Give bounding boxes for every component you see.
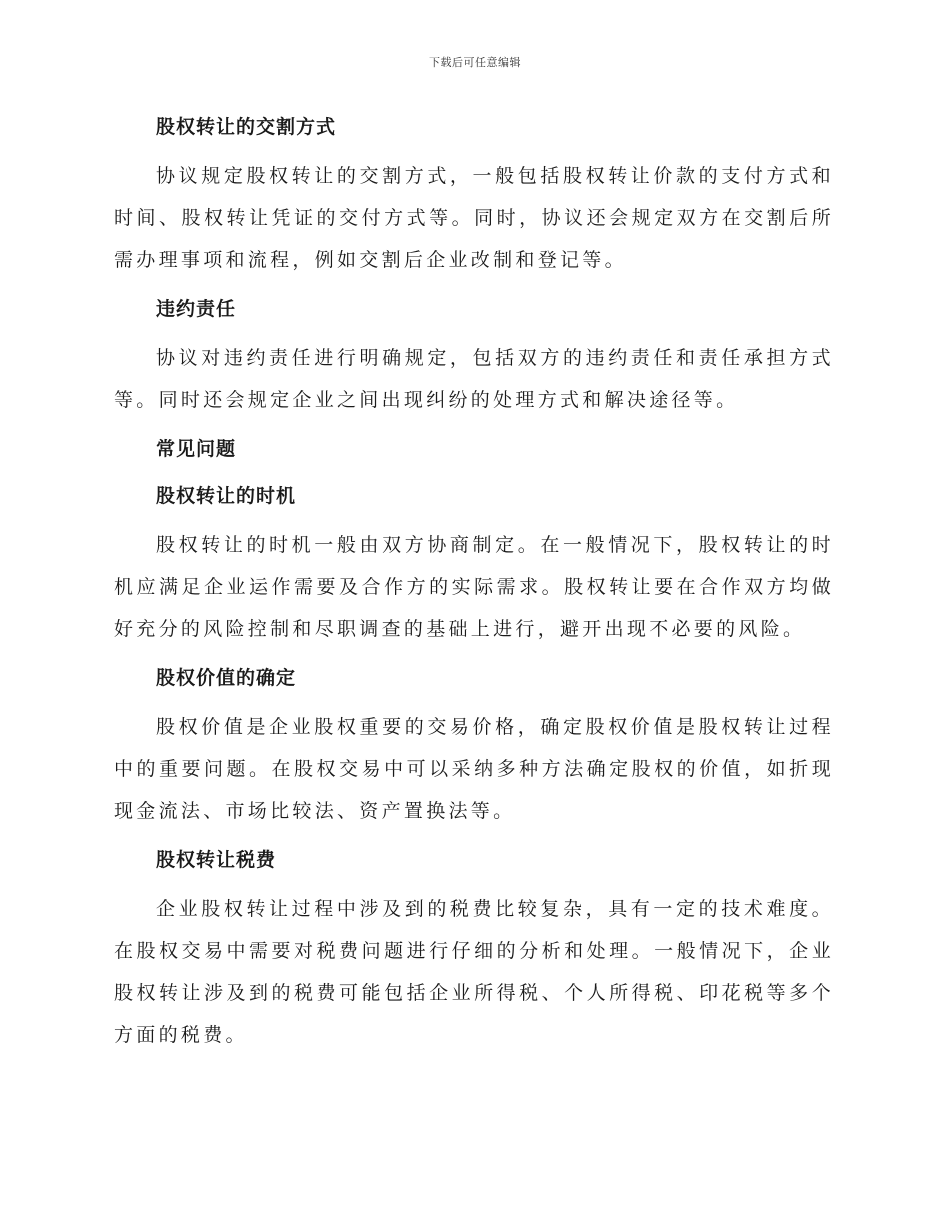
section-paragraph-valuation: 股权价值是企业股权重要的交易价格，确定股权价值是股权转让过程中的重要问题。在股权交易中可以采纳多种方法确定股权的价值，如折现现金流法、市场比较法、资产置换法等。 [114, 716, 834, 822]
page-header: 下载后可任意编辑 [429, 56, 521, 69]
section-paragraph-timing: 股权转让的时机一般由双方协商制定。在一般情况下，股权转让的时机应满足企业运作需要及合作方的实际需求。股权转让要在合作双方均做好充分的风险控制和尽职调查的基础上进行，避开出现不必要的风险。 [114, 534, 834, 640]
section-heading-tax: 股权转让税费 [156, 849, 277, 871]
section-heading-delivery: 股权转让的交割方式 [156, 116, 337, 138]
section-paragraph-tax: 企业股权转让过程中涉及到的税费比较复杂，具有一定的技术难度。在股权交易中需要对税费问题进行仔细的分析和处理。一般情况下，企业股权转让涉及到的税费可能包括企业所得税、个人所得税、印花税等多个方面的税费。 [114, 898, 834, 1046]
section-heading-timing: 股权转让的时机 [156, 485, 297, 507]
section-heading-liability: 违约责任 [156, 298, 237, 320]
document-body [114, 108, 834, 1065]
section-paragraph-liability: 协议对违约责任进行明确规定，包括双方的违约责任和责任承担方式等。同时还会规定企业之间出现纠纷的处理方式和解决途径等。 [114, 347, 834, 411]
section-heading-faq: 常见问题 [156, 438, 237, 460]
section-heading-valuation: 股权价值的确定 [156, 667, 297, 689]
section-paragraph-delivery: 协议规定股权转让的交割方式，一般包括股权转让价款的支付方式和时间、股权转让凭证的交付方式等。同时，协议还会规定双方在交割后所需办理事项和流程，例如交割后企业改制和登记等。 [114, 165, 834, 271]
